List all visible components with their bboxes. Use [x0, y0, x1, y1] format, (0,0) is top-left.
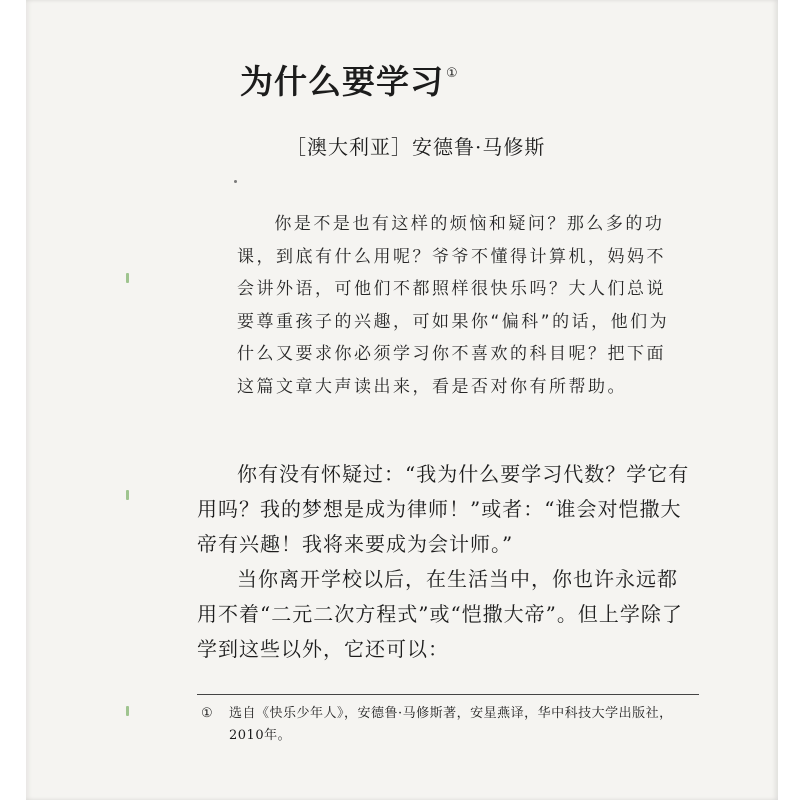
author-line: ［澳大利亚］安德鲁·马修斯 — [286, 135, 546, 159]
title-footnote-mark: ① — [446, 66, 459, 81]
edge-mark-1 — [126, 273, 129, 283]
main-text — [197, 457, 697, 667]
footnote-divider — [197, 694, 699, 695]
title-text: 为什么要学习 — [240, 62, 444, 101]
edge-mark-3 — [126, 706, 129, 716]
footnote-mark: ① — [201, 706, 214, 721]
book-page — [26, 0, 778, 800]
footnote — [197, 703, 697, 747]
body-paragraph-1: 你有没有怀疑过：“我为什么要学习代数？学它有用吗？我的梦想是成为律师！”或者：“谁会对恺撒大帝有兴趣！我将来要成为会计师。” — [197, 462, 690, 556]
body-paragraph-2: 当你离开学校以后，在生活当中，你也许永远都用不着“二元二次方程式”或“恺撒大帝”。但上学除了学到这些以外，它还可以： — [197, 567, 683, 661]
edge-mark-2 — [126, 490, 129, 500]
intro-paragraph: 你是不是也有这样的烦恼和疑问？那么多的功课，到底有什么用呢？爷爷不懂得计算机，妈妈不会讲外语，可他们不都照样很快乐吗？大人们总说要尊重孩子的兴趣，可如果你“偏科”的话，他们为什么又要求你必须学习你不喜欢的科目呢？把下面这篇文章大声读出来，看是否对你有所帮助。 — [237, 214, 670, 397]
footnote-text: 选自《快乐少年人》，安德鲁·马修斯著，安星燕译，华中科技大学出版社，2010年。 — [229, 706, 673, 743]
page-title — [240, 56, 459, 103]
print-speck — [234, 180, 237, 183]
